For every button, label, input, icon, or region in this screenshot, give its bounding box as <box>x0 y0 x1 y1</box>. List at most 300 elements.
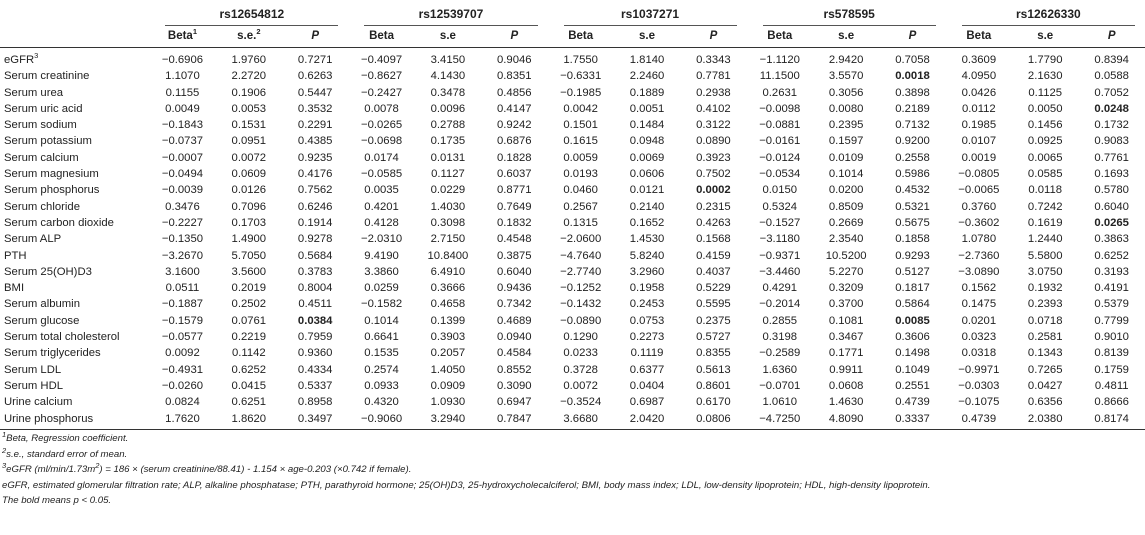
table-cell: 1.0780 <box>961 233 997 246</box>
table-cell: 0.7761 <box>1094 151 1129 164</box>
table-cell: 0.4102 <box>696 102 731 115</box>
table-cell: 0.6876 <box>497 135 532 148</box>
table-cell: 0.2189 <box>895 102 930 115</box>
table-cell: 2.7150 <box>430 233 466 246</box>
table-cell: 0.1619 <box>1027 216 1063 229</box>
table-cell: 0.4689 <box>497 314 532 327</box>
column-header: Beta <box>747 26 813 48</box>
table-cell: 0.1484 <box>629 119 665 132</box>
table-cell: 0.0065 <box>1027 151 1063 164</box>
table-cell: 0.2567 <box>563 200 598 213</box>
table-cell: 0.0940 <box>497 331 532 344</box>
table-cell: 0.1914 <box>297 216 333 229</box>
table-cell: −4.7640 <box>560 249 602 262</box>
row-label: Serum total cholesterol <box>4 331 120 344</box>
table-cell: 1.4900 <box>231 233 267 246</box>
column-header: P <box>879 26 945 48</box>
table-cell: −0.0585 <box>360 168 403 181</box>
table-row <box>0 362 1145 378</box>
table-cell: 0.2551 <box>895 379 930 392</box>
table-cell: 0.3122 <box>696 119 731 132</box>
table-cell: 0.0909 <box>430 379 466 392</box>
table-cell: 0.1906 <box>231 86 267 99</box>
table-cell: −0.0065 <box>958 184 1000 197</box>
table-cell: 10.5200 <box>825 249 867 262</box>
table-row <box>0 248 1145 264</box>
snp-header: rs578595 <box>747 6 946 26</box>
table-cell: 0.0824 <box>165 396 200 409</box>
table-cell: 0.0415 <box>231 379 267 392</box>
column-header: Beta$^1$ <box>149 26 215 48</box>
table-cell: 0.1562 <box>961 282 997 295</box>
table-cell: −0.1985 <box>560 86 602 99</box>
table-cell: 0.4811 <box>1094 379 1129 392</box>
table-row <box>0 394 1145 410</box>
table-cell: 0.2855 <box>762 314 798 327</box>
table-cell: 0.1343 <box>1027 347 1063 360</box>
table-cell: 6.4910 <box>430 265 466 278</box>
row-label: Serum ALP <box>4 233 62 246</box>
column-header: P <box>481 26 547 48</box>
table-cell: 0.0384 <box>297 314 333 327</box>
table-row <box>0 166 1145 182</box>
table-cell: 0.5986 <box>895 168 930 181</box>
table-row <box>0 280 1145 296</box>
table-body <box>0 48 1145 430</box>
table-cell: 0.3666 <box>430 282 466 295</box>
table-cell: 0.1119 <box>630 347 664 360</box>
table-cell: 0.1535 <box>364 347 399 360</box>
table-cell: 0.1498 <box>895 347 930 360</box>
row-label: Serum urea <box>4 86 64 99</box>
table-cell: −0.0303 <box>958 379 1000 392</box>
table-cell: −3.2670 <box>161 249 204 262</box>
table-row <box>0 264 1145 280</box>
table-cell: 0.2273 <box>629 331 665 344</box>
table-cell: 0.0126 <box>231 184 267 197</box>
table-cell: 0.9293 <box>895 249 930 262</box>
table-cell: 4.8090 <box>813 411 879 430</box>
table-cell: −0.0701 <box>759 379 801 392</box>
row-label: Urine phosphorus <box>0 411 149 430</box>
snp-header-row <box>0 6 1145 26</box>
table-cell: 0.1155 <box>165 86 200 99</box>
table-cell: 0.0002 <box>696 184 731 197</box>
table-cell: 0.0248 <box>1094 102 1129 115</box>
table-cell: 0.1081 <box>828 314 864 327</box>
table-cell: −0.2427 <box>360 86 403 99</box>
snp-header: rs12539707 <box>348 6 547 26</box>
table-cell: 1.4530 <box>629 233 665 246</box>
table-cell: 0.0078 <box>364 102 399 115</box>
table-cell: 0.0890 <box>696 135 731 148</box>
footnotes <box>2 431 930 509</box>
table-cell: 0.0018 <box>895 70 930 83</box>
table-cell: 0.7799 <box>1094 314 1129 327</box>
table-cell: −0.9371 <box>759 249 801 262</box>
table-cell: 0.0933 <box>364 379 399 392</box>
footnote-2: $^2$s.e., standard error of mean. <box>2 445 128 460</box>
table-cell: 0.0426 <box>961 86 997 99</box>
table-cell: 0.6641 <box>364 331 399 344</box>
row-label: eGFR$^3$ <box>4 51 39 66</box>
table-cell: 0.9242 <box>497 119 532 132</box>
table-row <box>0 329 1145 345</box>
table-cell: 0.4263 <box>696 216 731 229</box>
row-label: Serum uric acid <box>4 102 83 115</box>
table-cell: −0.1843 <box>161 119 204 132</box>
table-cell: 0.3875 <box>497 249 532 262</box>
table-cell: 0.0096 <box>430 102 466 115</box>
table-cell: 0.0085 <box>895 314 930 327</box>
table-cell: 5.8240 <box>629 249 665 262</box>
table-cell: 0.8004 <box>297 282 333 295</box>
row-label: Serum calcium <box>4 151 79 164</box>
table-cell: −0.9060 <box>348 411 414 430</box>
table-cell: 0.9278 <box>297 233 333 246</box>
table-cell: 0.9360 <box>297 347 333 360</box>
table-row <box>0 133 1145 149</box>
table-cell: 0.3923 <box>696 151 731 164</box>
table-row <box>0 68 1145 84</box>
table-cell: 0.3090 <box>497 379 532 392</box>
table-cell: 0.3898 <box>895 86 930 99</box>
table-cell: −0.0737 <box>161 135 204 148</box>
table-cell: −3.0890 <box>958 265 1000 278</box>
row-label: Serum creatinine <box>4 70 90 83</box>
table-cell: 0.6377 <box>629 363 665 376</box>
column-header: P <box>680 26 746 48</box>
table-cell: 9.4190 <box>364 249 399 262</box>
table-cell: 0.0069 <box>629 151 665 164</box>
table-cell: 0.3728 <box>563 363 598 376</box>
row-label: Serum potassium <box>4 135 92 148</box>
row-label: Serum chloride <box>4 200 80 213</box>
row-label: Serum triglycerides <box>4 347 101 360</box>
table-cell: 0.8139 <box>1094 347 1129 360</box>
row-label: Serum carbon dioxide <box>4 216 114 229</box>
table-cell: 0.9010 <box>1094 331 1129 344</box>
table-cell: 2.3540 <box>828 233 864 246</box>
table-cell: 0.8174 <box>1078 411 1145 430</box>
table-cell: −0.0881 <box>759 119 801 132</box>
table-cell: −0.0698 <box>360 135 403 148</box>
table-cell: 0.4584 <box>497 347 532 360</box>
table-cell: 0.6263 <box>297 70 333 83</box>
snp-header: rs12626330 <box>946 6 1145 26</box>
table-cell: 0.4201 <box>364 200 399 213</box>
table-cell: 0.2393 <box>1027 298 1063 311</box>
table-cell: −0.0260 <box>161 379 204 392</box>
table-cell: 0.5324 <box>762 200 798 213</box>
table-cell: 0.0718 <box>1027 314 1063 327</box>
table-cell: −0.0161 <box>759 135 801 148</box>
table-cell: −0.0494 <box>161 168 204 181</box>
table-cell: −0.0265 <box>360 119 403 132</box>
footnote-abbreviations: eGFR, estimated glomerular filtration rate; ALP, alkaline phosphatase; PTH, parathyroid hormone; 25(OH)D3, 25-hydroxycholecalciferol; BMI, body mass index; LDL, low-density lipoprotein; HDL, high-density lipoprotein. <box>2 479 931 491</box>
table-cell: 0.4532 <box>895 184 930 197</box>
table-cell: 0.8394 <box>1094 54 1129 66</box>
table-cell: 3.4150 <box>430 54 466 66</box>
table-cell: 0.7052 <box>1094 86 1129 99</box>
table-cell: 0.1771 <box>828 347 864 360</box>
footnote-3: $^3$eGFR $(ml/\min/1.73m^2) = 186$ × (serum creatinine/88.41) - 1.154 × age-0.203 (×0.742 if female). <box>2 461 412 476</box>
table-cell: 0.0948 <box>629 135 665 148</box>
table-cell: 0.0318 <box>961 347 997 360</box>
column-header: s.e <box>614 26 680 48</box>
table-cell: −0.4097 <box>360 54 403 66</box>
table-cell: 0.6356 <box>1027 396 1063 409</box>
table-cell: 0.0112 <box>961 102 996 115</box>
table-row <box>0 48 1145 69</box>
table-cell: 1.7620 <box>149 411 215 430</box>
table-cell: 0.2631 <box>762 86 798 99</box>
table-cell: 0.0042 <box>563 102 598 115</box>
table-cell: 0.1732 <box>1094 119 1129 132</box>
table-cell: 0.4548 <box>497 233 532 246</box>
table-cell: 0.3863 <box>1094 233 1129 246</box>
column-header: s.e <box>415 26 481 48</box>
table-cell: 0.0427 <box>1027 379 1063 392</box>
table-cell: 0.8601 <box>696 379 731 392</box>
table-cell: 5.7050 <box>231 249 267 262</box>
table-cell: 3.1600 <box>165 265 200 278</box>
footnote-1: $^1$Beta, Regression coefficient. <box>2 429 129 444</box>
table-cell: 0.5684 <box>297 249 333 262</box>
table-cell: 0.5447 <box>297 86 333 99</box>
table-cell: 0.9046 <box>497 54 532 66</box>
table-cell: 0.4385 <box>297 135 333 148</box>
table-cell: 0.2291 <box>297 119 333 132</box>
table-cell: −0.1579 <box>161 314 204 327</box>
table-cell: 0.0608 <box>828 379 864 392</box>
table-cell: −2.0310 <box>360 233 403 246</box>
table-cell: 0.1832 <box>497 216 532 229</box>
table-cell: 1.2440 <box>1027 233 1063 246</box>
table-row <box>0 182 1145 198</box>
table-cell: 0.0404 <box>629 379 665 392</box>
table-cell: −2.7360 <box>958 249 1000 262</box>
table-cell: −0.1252 <box>560 282 602 295</box>
table-row <box>0 85 1145 101</box>
table-cell: 0.5379 <box>1094 298 1129 311</box>
table-cell: 0.5727 <box>696 331 731 344</box>
table-cell: 0.3476 <box>165 200 200 213</box>
table-cell: 0.1568 <box>696 233 731 246</box>
table-cell: 0.4320 <box>364 396 399 409</box>
table-cell: 0.1693 <box>1094 168 1129 181</box>
column-header: Beta <box>348 26 414 48</box>
table-cell: 0.2502 <box>231 298 267 311</box>
table-cell: 0.5337 <box>297 379 333 392</box>
table-cell: −2.7740 <box>560 265 602 278</box>
row-label: BMI <box>4 282 25 295</box>
table-cell: 0.2140 <box>629 200 665 213</box>
table-cell: 0.0761 <box>231 314 267 327</box>
table-cell: 0.0050 <box>1027 102 1063 115</box>
table-cell: 0.0606 <box>629 168 665 181</box>
table-cell: −0.0039 <box>161 184 204 197</box>
table-cell: 2.1630 <box>1027 70 1063 83</box>
table-cell: −0.2014 <box>759 298 801 311</box>
table-cell: 0.0259 <box>364 282 399 295</box>
table-cell: 0.0080 <box>828 102 864 115</box>
column-header-row <box>0 26 1145 48</box>
table-cell: 0.7271 <box>297 54 333 66</box>
table-cell: 3.2940 <box>415 411 481 430</box>
table-cell: −2.0600 <box>560 233 602 246</box>
table-cell: −0.0007 <box>161 151 204 164</box>
table-cell: 0.1456 <box>1027 119 1063 132</box>
table-cell: 0.3532 <box>297 102 333 115</box>
table-cell: 0.5864 <box>895 298 930 311</box>
table-cell: 0.5127 <box>895 265 930 278</box>
table-cell: 0.0200 <box>828 184 864 197</box>
table-cell: 0.4658 <box>430 298 466 311</box>
table-cell: 4.0950 <box>961 70 997 83</box>
table-cell: 0.4511 <box>298 298 333 311</box>
table-cell: 0.1290 <box>563 331 598 344</box>
table-cell: 0.2574 <box>364 363 399 376</box>
table-cell: −1.1120 <box>759 54 800 66</box>
table-cell: 0.1315 <box>563 216 598 229</box>
table-cell: −0.0098 <box>759 102 801 115</box>
table-cell: 0.4176 <box>297 168 333 181</box>
table-cell: 0.3478 <box>430 86 466 99</box>
table-cell: 3.0750 <box>1027 265 1063 278</box>
table-cell: 0.4856 <box>497 86 532 99</box>
table-cell: 0.7649 <box>497 200 532 213</box>
table-cell: 1.0930 <box>430 396 466 409</box>
table-cell: 0.0019 <box>961 151 997 164</box>
table-cell: 0.5595 <box>696 298 731 311</box>
table-cell: 0.1531 <box>231 119 267 132</box>
table-cell: 0.1985 <box>961 119 997 132</box>
table-cell: 0.8958 <box>297 396 333 409</box>
table-cell: 0.6252 <box>1094 249 1129 262</box>
table-cell: 3.5600 <box>231 265 267 278</box>
table-cell: 0.1014 <box>828 168 864 181</box>
table-cell: 0.0092 <box>165 347 200 360</box>
table-cell: 0.3467 <box>828 331 864 344</box>
table-cell: 0.3209 <box>828 282 864 295</box>
corner-cell <box>0 6 149 26</box>
table-cell: 0.0053 <box>231 102 267 115</box>
table-cell: 0.3609 <box>961 54 997 66</box>
table-cell: −0.3524 <box>560 396 602 409</box>
table-cell: 0.2581 <box>1027 331 1063 344</box>
table-row <box>0 199 1145 215</box>
table-cell: 1.6360 <box>762 363 798 376</box>
table-cell: 0.9200 <box>895 135 930 148</box>
table-cell: 0.0460 <box>563 184 598 197</box>
table-cell: 0.6246 <box>297 200 333 213</box>
table-cell: 0.9235 <box>297 151 333 164</box>
table-cell: 0.6040 <box>497 265 532 278</box>
table-cell: −4.7250 <box>747 411 813 430</box>
table-cell: −0.0805 <box>958 168 1000 181</box>
table-cell: 0.4739 <box>895 396 930 409</box>
table-cell: 0.1597 <box>828 135 864 148</box>
table-cell: 3.6680 <box>548 411 614 430</box>
table-cell: 0.1932 <box>1027 282 1063 295</box>
table-cell: 4.1430 <box>430 70 466 83</box>
table-cell: 0.2938 <box>696 86 731 99</box>
table-cell: 0.1399 <box>430 314 466 327</box>
row-label: Serum glucose <box>4 314 80 327</box>
table-cell: 0.3700 <box>828 298 864 311</box>
table-cell: 1.4630 <box>828 396 864 409</box>
table-cell: 0.0107 <box>961 135 997 148</box>
table-cell: −0.1887 <box>161 298 204 311</box>
table-cell: 2.0420 <box>614 411 680 430</box>
table-cell: 0.8509 <box>828 200 864 213</box>
table-cell: 0.1958 <box>629 282 665 295</box>
table-cell: −0.2227 <box>161 216 204 229</box>
table-cell: 1.4050 <box>430 363 466 376</box>
snp-header: rs1037271 <box>548 6 747 26</box>
table-cell: 0.1652 <box>629 216 665 229</box>
table-cell: 0.0193 <box>563 168 598 181</box>
table-cell: 0.3497 <box>282 411 348 430</box>
table-cell: 0.0059 <box>563 151 598 164</box>
table-cell: 0.1127 <box>431 168 465 181</box>
table-cell: 0.0121 <box>629 184 665 197</box>
table-cell: −0.2589 <box>759 347 801 360</box>
table-cell: 0.0072 <box>231 151 267 164</box>
table-cell: 0.8355 <box>696 347 731 360</box>
table-cell: 1.8140 <box>629 54 665 66</box>
table-cell: 0.2057 <box>430 347 466 360</box>
table-cell: 0.7058 <box>895 54 930 66</box>
table-cell: 0.5780 <box>1094 184 1129 197</box>
row-label: Serum LDL <box>4 363 62 376</box>
table-cell: 2.2720 <box>231 70 267 83</box>
table-cell: 0.0753 <box>629 314 665 327</box>
table-row <box>0 117 1145 133</box>
table-cell: 0.5229 <box>696 282 731 295</box>
table-cell: 0.4159 <box>696 249 731 262</box>
table-cell: 0.0806 <box>680 411 746 430</box>
table-cell: 0.4128 <box>364 216 399 229</box>
table-cell: 3.5570 <box>828 70 864 83</box>
table-cell: 0.7096 <box>231 200 267 213</box>
table-cell: 10.8400 <box>427 249 469 262</box>
table-cell: 0.6252 <box>231 363 267 376</box>
table-cell: 5.2270 <box>828 265 864 278</box>
table-cell: 0.3193 <box>1094 265 1129 278</box>
table-cell: 0.3198 <box>762 331 798 344</box>
table-cell: 0.0072 <box>563 379 598 392</box>
table-cell: 2.0380 <box>1012 411 1078 430</box>
table-cell: 1.7550 <box>563 54 598 66</box>
table-cell: −3.4460 <box>759 265 801 278</box>
footnote-bold-note: The bold means p < 0.05. <box>2 495 112 507</box>
row-label: Serum sodium <box>4 119 77 132</box>
table-cell: 0.3760 <box>961 200 997 213</box>
table-cell: 0.0174 <box>364 151 399 164</box>
row-label: Serum albumin <box>4 298 80 311</box>
table-cell: 0.2669 <box>828 216 864 229</box>
table-cell: 0.7242 <box>1027 200 1063 213</box>
table-cell: −0.9971 <box>958 363 1000 376</box>
table-cell: 0.0951 <box>231 135 267 148</box>
table-cell: 1.8620 <box>216 411 282 430</box>
table-cell: 0.7502 <box>696 168 731 181</box>
table-row <box>0 215 1145 231</box>
results-table <box>0 6 1145 430</box>
table-cell: −0.1432 <box>560 298 602 311</box>
